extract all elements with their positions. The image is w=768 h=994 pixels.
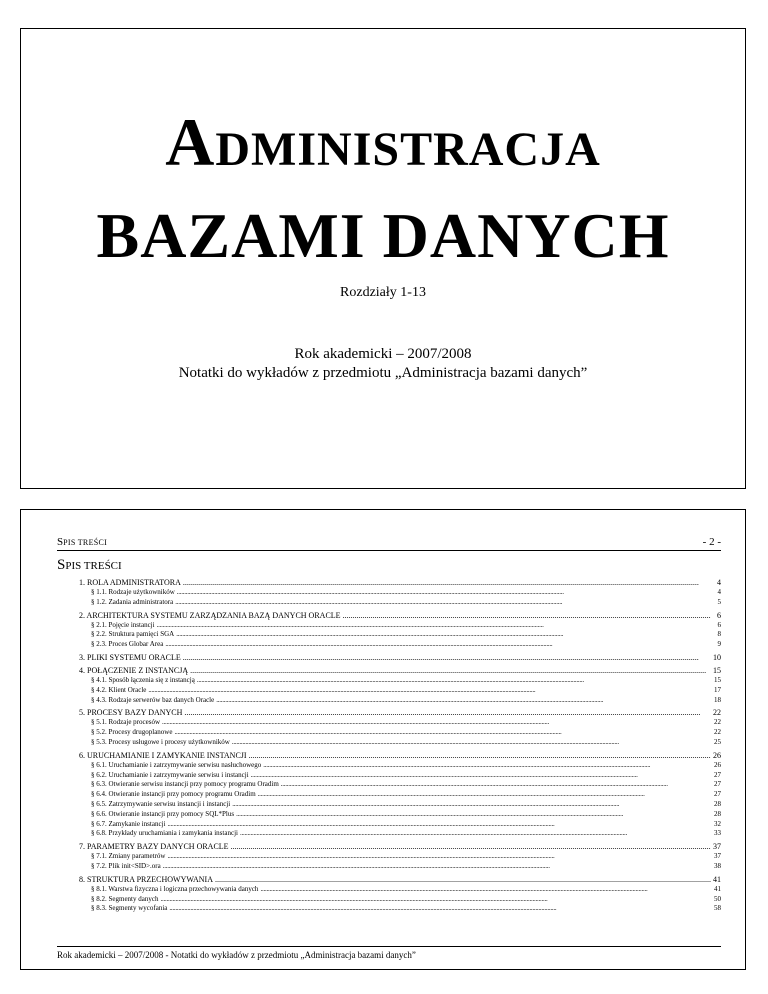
toc-entry-page: 22	[714, 718, 721, 727]
toc-entry-title: § 8.2. Segmenty danych	[91, 894, 159, 903]
toc-subsection-entry[interactable]	[57, 800, 721, 810]
toc-entry-title: § 4.1. Sposób łączenia się z instancją	[91, 675, 195, 684]
toc-chapter-entry[interactable]	[57, 841, 721, 852]
toc-section	[57, 750, 721, 839]
toc-entry-page: 15	[714, 675, 721, 684]
dot-leader	[232, 738, 711, 748]
dot-leader	[231, 842, 711, 852]
toc-entry-page: 27	[714, 770, 721, 779]
toc-chapter-entry[interactable]	[57, 577, 721, 588]
toc-subsection-entry[interactable]	[57, 810, 721, 820]
toc-entry-title: § 6.3. Otwieranie serwisu instancji przy pomocy programu Oradim	[91, 780, 279, 789]
toc-subsection-entry[interactable]	[57, 588, 721, 598]
toc-entry-title: § 4.3. Rodzaje serwerów baz danych Oracle	[91, 695, 215, 704]
toc-subsection-entry[interactable]	[57, 761, 721, 771]
toc-entry-title: § 2.1. Pojęcie instancji	[91, 620, 155, 629]
toc-entry-title: § 8.3. Segmenty wycofania	[91, 904, 168, 913]
dot-leader	[183, 578, 711, 588]
header-initial: S	[57, 536, 64, 548]
dot-leader	[260, 885, 711, 895]
document-title-line-1	[21, 103, 745, 182]
title-initial: A	[165, 104, 216, 180]
dot-leader	[258, 790, 711, 800]
toc-entry-page: 26	[713, 750, 721, 760]
toc-section	[57, 610, 721, 650]
cover-page	[20, 28, 746, 489]
dot-leader	[167, 852, 711, 862]
toc-entry-title: § 5.2. Procesy drugoplanowe	[91, 728, 173, 737]
toc-entry-page: 8	[717, 630, 721, 639]
dot-leader	[197, 676, 711, 686]
toc-entry-title: 6. URUCHAMIANIE I ZAMYKANIE INSTANCJI	[79, 750, 247, 760]
toc-entry-title: § 7.2. Plik init<SID>.ora	[91, 861, 161, 870]
toc-entry-title: § 6.5. Zatrzymywanie serwisu instancji i instancji	[91, 799, 231, 808]
toc-entry-title: § 1.1. Rodzaje użytkowników	[91, 588, 175, 596]
dot-leader	[162, 718, 711, 728]
toc-entry-title: § 6.8. Przykłady uruchamiania i zamykania instancji	[91, 829, 238, 838]
dot-leader	[236, 810, 711, 820]
toc-chapter-entry[interactable]	[57, 750, 721, 761]
toc-chapter-entry[interactable]	[57, 707, 721, 718]
toc-entry-title: 2. ARCHITEKTURA SYSTEMU ZARZĄDZANIA BAZĄ DANYCH ORACLE	[79, 610, 341, 620]
toc-entry-title: § 6.7. Zamykanie instancji	[91, 819, 166, 828]
toc-entry-page: 41	[713, 874, 721, 884]
toc-entry-title: 5. PROCESY BAZY DANYCH	[79, 708, 183, 718]
toc-entry-page: 50	[714, 894, 721, 903]
dot-leader	[232, 800, 711, 810]
toc-subsection-entry[interactable]	[57, 820, 721, 830]
toc-entry-page: 33	[714, 829, 721, 838]
toc-subsection-entry[interactable]	[57, 771, 721, 781]
toc-heading	[57, 557, 122, 574]
toc-entry-page: 58	[714, 904, 721, 913]
header-rest: PIS TREŚCI	[63, 538, 108, 547]
dot-leader	[184, 708, 711, 718]
dot-leader	[343, 611, 711, 621]
toc-page	[20, 509, 746, 970]
toc-section	[57, 707, 721, 747]
toc-entry-page: 9	[717, 640, 721, 649]
toc-subsection-entry[interactable]	[57, 738, 721, 748]
toc-entry-page: 17	[714, 685, 721, 694]
notes-description: Notatki do wykładów z przedmiotu „Administracja bazami danych”	[178, 365, 588, 381]
dot-leader	[263, 761, 711, 771]
dot-leader	[249, 751, 711, 761]
dot-leader	[175, 598, 711, 608]
toc-subsection-entry[interactable]	[57, 904, 721, 914]
running-header	[57, 536, 721, 551]
toc-heading-rest: PIS TREŚCI	[65, 560, 122, 572]
toc-subsection-entry[interactable]	[57, 696, 721, 706]
toc-entry-page: 18	[714, 695, 721, 704]
toc-subsection-entry[interactable]	[57, 885, 721, 895]
dot-leader	[167, 820, 711, 830]
toc-entry-page: 22	[713, 708, 721, 718]
toc-entry-title: § 5.3. Procesy usługowe i procesy użytkowników	[91, 737, 230, 746]
toc-entry-title: 4. POŁĄCZENIE Z INSTANCJĄ	[79, 665, 189, 675]
toc-chapter-entry[interactable]	[57, 652, 721, 663]
toc-section	[57, 577, 721, 608]
dot-leader	[216, 696, 711, 706]
toc-subsection-entry[interactable]	[57, 829, 721, 839]
toc-entry-title: § 6.6. Otwieranie instancji przy pomocy SQL*Plus	[91, 809, 235, 818]
document-title-line-2: BAZAMI DANYCH	[96, 200, 670, 271]
toc-entry-title: § 6.1. Uruchamianie i zatrzymywanie serwisu nasłuchowego	[91, 760, 262, 769]
toc-subsection-entry[interactable]	[57, 686, 721, 696]
toc-entry-page: 6	[717, 620, 721, 629]
toc-entry-page: 10	[713, 652, 721, 662]
dot-leader	[176, 630, 711, 640]
toc-entry-page: 5	[717, 597, 721, 606]
toc-section	[57, 841, 721, 872]
page-number: - 2 -	[702, 536, 721, 548]
toc-heading-initial: S	[57, 557, 66, 573]
dot-leader	[169, 904, 711, 914]
toc-entry-title: 1. ROLA ADMINISTRATORA	[79, 578, 181, 587]
toc-entry-page: 37	[714, 852, 721, 861]
academic-year: Rok akademicki – 2007/2008	[294, 346, 472, 362]
toc-entry-title: 8. STRUKTURA PRZECHOWYWANIA	[79, 874, 213, 884]
toc-entry-title: § 5.1. Rodzaje procesów	[91, 718, 161, 727]
dot-leader	[177, 588, 711, 598]
toc-section	[57, 665, 721, 705]
toc-entry-page: 4	[717, 588, 721, 596]
dot-leader	[160, 895, 711, 905]
toc-entry-page: 27	[714, 780, 721, 789]
dot-leader	[183, 653, 711, 663]
toc-subsection-entry[interactable]	[57, 780, 721, 790]
toc-entry-title: § 2.3. Proces Globar Area	[91, 640, 164, 649]
dot-leader	[165, 640, 711, 650]
toc-subsection-entry[interactable]	[57, 728, 721, 738]
toc-entry-page: 6	[717, 610, 721, 620]
toc-entry-page: 4	[717, 578, 721, 587]
toc-subsection-entry[interactable]	[57, 862, 721, 872]
toc-chapter-entry[interactable]	[57, 665, 721, 676]
dot-leader	[240, 829, 711, 839]
toc-entry-title: § 2.2. Struktura pamięci SGA	[91, 630, 175, 639]
toc-entry-page: 22	[714, 728, 721, 737]
toc-entry-page: 27	[714, 790, 721, 799]
toc-entry-page: 25	[714, 737, 721, 746]
toc-entry-page: 37	[713, 842, 721, 852]
toc-entry-page: 41	[714, 884, 721, 893]
dot-leader	[281, 780, 711, 790]
dot-leader	[157, 621, 711, 631]
toc-subsection-entry[interactable]	[57, 676, 721, 686]
toc-list	[57, 577, 721, 916]
dot-leader	[190, 666, 711, 676]
chapters-subtitle: Rozdziały 1-13	[340, 285, 426, 300]
toc-entry-page: 15	[713, 665, 721, 675]
cover-info	[21, 345, 745, 383]
toc-entry-title: § 8.1. Warstwa fizyczna i logiczna przechowywania danych	[91, 884, 259, 893]
toc-subsection-entry[interactable]	[57, 598, 721, 608]
dot-leader	[251, 771, 711, 781]
toc-chapter-entry[interactable]	[57, 874, 721, 885]
toc-subsection-entry[interactable]	[57, 790, 721, 800]
toc-subsection-entry[interactable]	[57, 640, 721, 650]
toc-subsection-entry[interactable]	[57, 718, 721, 728]
toc-entry-page: 32	[714, 819, 721, 828]
dot-leader	[174, 728, 711, 738]
toc-entry-title: § 7.1. Zmiany parametrów	[91, 852, 166, 861]
dot-leader	[163, 862, 711, 872]
toc-entry-title: 7. PARAMETRY BAZY DANYCH ORACLE	[79, 842, 229, 852]
dot-leader	[148, 686, 711, 696]
title-rest: DMINISTRACJA	[215, 123, 601, 176]
toc-subsection-entry[interactable]	[57, 895, 721, 905]
toc-entry-title: § 6.2. Uruchamianie i zatrzymywanie serwisu i instancji	[91, 770, 249, 779]
toc-entry-title: § 1.2. Zadania administratora	[91, 597, 174, 606]
toc-entry-title: § 4.2. Klient Oracle	[91, 685, 147, 694]
toc-entry-page: 38	[714, 861, 721, 870]
running-footer: Rok akademicki – 2007/2008 - Notatki do wykładów z przedmiotu „Administracja bazami danych”	[57, 946, 721, 960]
toc-section	[57, 874, 721, 914]
toc-chapter-entry[interactable]	[57, 610, 721, 621]
toc-section	[57, 652, 721, 663]
toc-entry-page: 28	[714, 809, 721, 818]
toc-subsection-entry[interactable]	[57, 852, 721, 862]
toc-entry-title: 3. PLIKI SYSTEMU ORACLE	[79, 652, 181, 662]
toc-entry-page: 26	[714, 760, 721, 769]
toc-subsection-entry[interactable]	[57, 621, 721, 631]
toc-entry-title: § 6.4. Otwieranie instancji przy pomocy programu Oradim	[91, 790, 256, 799]
dot-leader	[215, 875, 711, 885]
toc-subsection-entry[interactable]	[57, 630, 721, 640]
toc-entry-page: 28	[714, 799, 721, 808]
